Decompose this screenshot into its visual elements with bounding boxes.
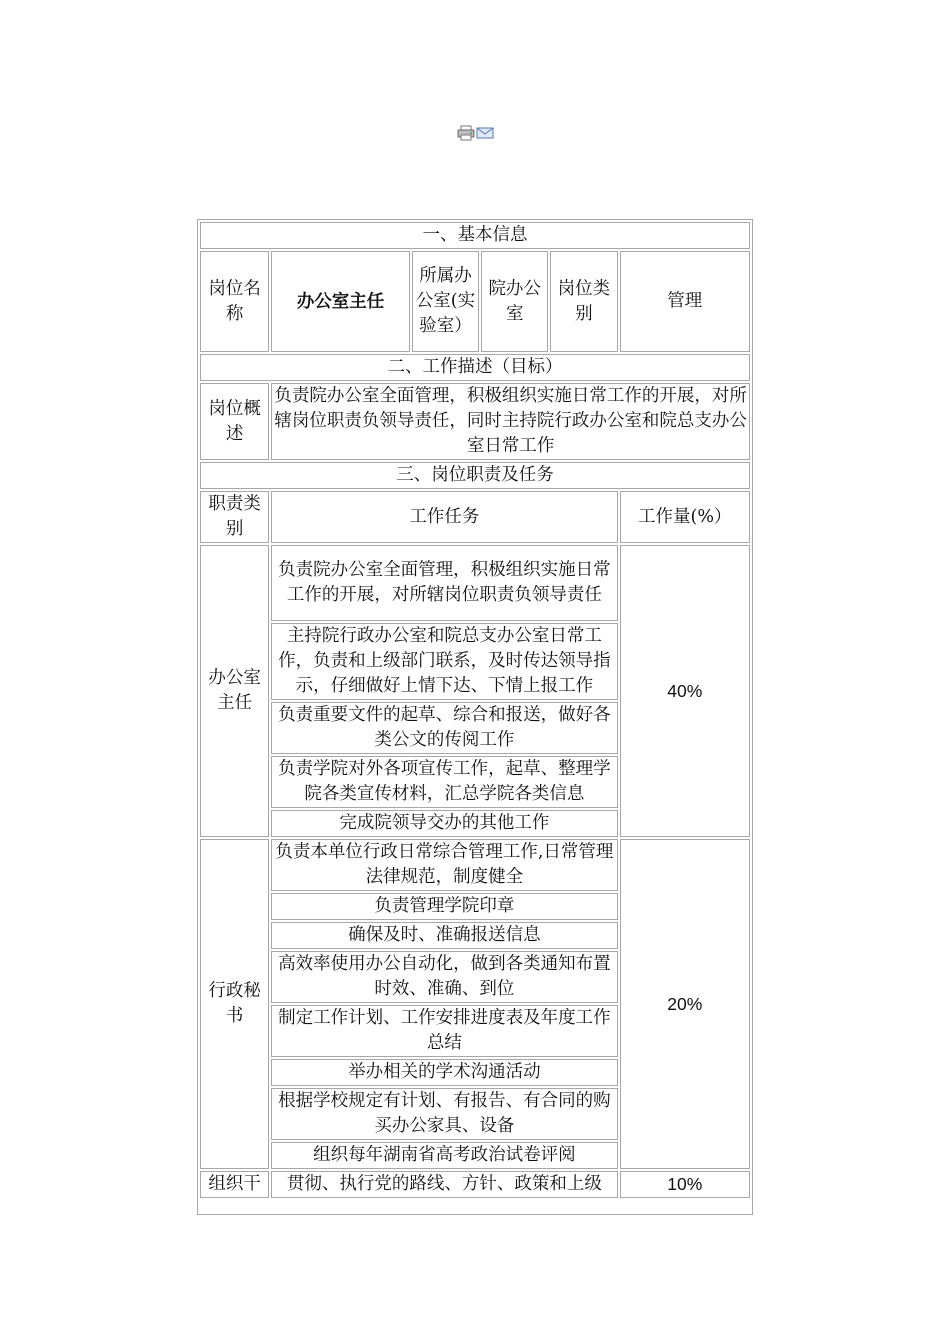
toolbar-icons (457, 125, 494, 141)
section-description: 二、工作描述（目标） (200, 354, 750, 381)
task-item: 组织每年湖南省高考政治试卷评阅 (271, 1142, 617, 1169)
duty-category: 办公室主任 (200, 545, 269, 837)
task-item: 举办相关的学术沟通活动 (271, 1059, 617, 1086)
post-name-value: 办公室主任 (271, 251, 410, 352)
task-item: 贯彻、执行党的路线、方针、政策和上级 (271, 1171, 617, 1198)
task-item: 确保及时、准确报送信息 (271, 922, 617, 949)
task-item: 完成院领导交办的其他工作 (271, 810, 617, 837)
task-item: 负责本单位行政日常综合管理工作,日常管理法律规范，制度健全 (271, 839, 617, 891)
task-item: 主持院行政办公室和院总支办公室日常工作，负责和上级部门联系，及时传达领导指示，仔细做好上情下达、下情上报工作 (271, 623, 617, 700)
envelope-icon[interactable] (476, 125, 494, 141)
category-label: 岗位类别 (550, 251, 617, 352)
post-name-label: 岗位名称 (200, 251, 269, 352)
section-duties: 三、岗位职责及任务 (200, 462, 750, 489)
workload-value: 40% (620, 545, 750, 837)
task-item: 负责重要文件的起草、综合和报送，做好各类公文的传阅工作 (271, 702, 617, 754)
task-item: 负责管理学院印章 (271, 893, 617, 920)
overview-text: 负责院办公室全面管理，积极组织实施日常工作的开展，对所辖岗位职责负领导责任，同时主持院行政办公室和院总支办公室日常工作 (271, 383, 750, 460)
overview-label: 岗位概述 (200, 383, 269, 460)
section-basic-info: 一、基本信息 (200, 222, 750, 249)
workload-value: 10% (620, 1171, 750, 1198)
workload-header: 工作量(%） (620, 491, 750, 543)
department-value: 院办公室 (481, 251, 548, 352)
duty-category: 组织干 (200, 1171, 269, 1198)
printer-icon[interactable] (457, 125, 475, 141)
task-header: 工作任务 (271, 491, 617, 543)
task-item: 根据学校规定有计划、有报告、有合同的购买办公家具、设备 (271, 1088, 617, 1140)
category-value: 管理 (620, 251, 750, 352)
task-item: 负责学院对外各项宣传工作，起草、整理学院各类宣传材料，汇总学院各类信息 (271, 756, 617, 808)
duty-category: 行政秘书 (200, 839, 269, 1169)
task-item: 制定工作计划、工作安排进度表及年度工作总结 (271, 1005, 617, 1057)
task-item: 高效率使用办公自动化，做到各类通知布置时效、准确、到位 (271, 951, 617, 1003)
department-label: 所属办公室(实验室） (412, 251, 479, 352)
workload-value: 20% (620, 839, 750, 1169)
task-item: 负责院办公室全面管理，积极组织实施日常工作的开展，对所辖岗位职责负领导责任 (271, 545, 617, 621)
post-description-table (197, 219, 753, 1215)
duty-category-header: 职责类别 (200, 491, 269, 543)
